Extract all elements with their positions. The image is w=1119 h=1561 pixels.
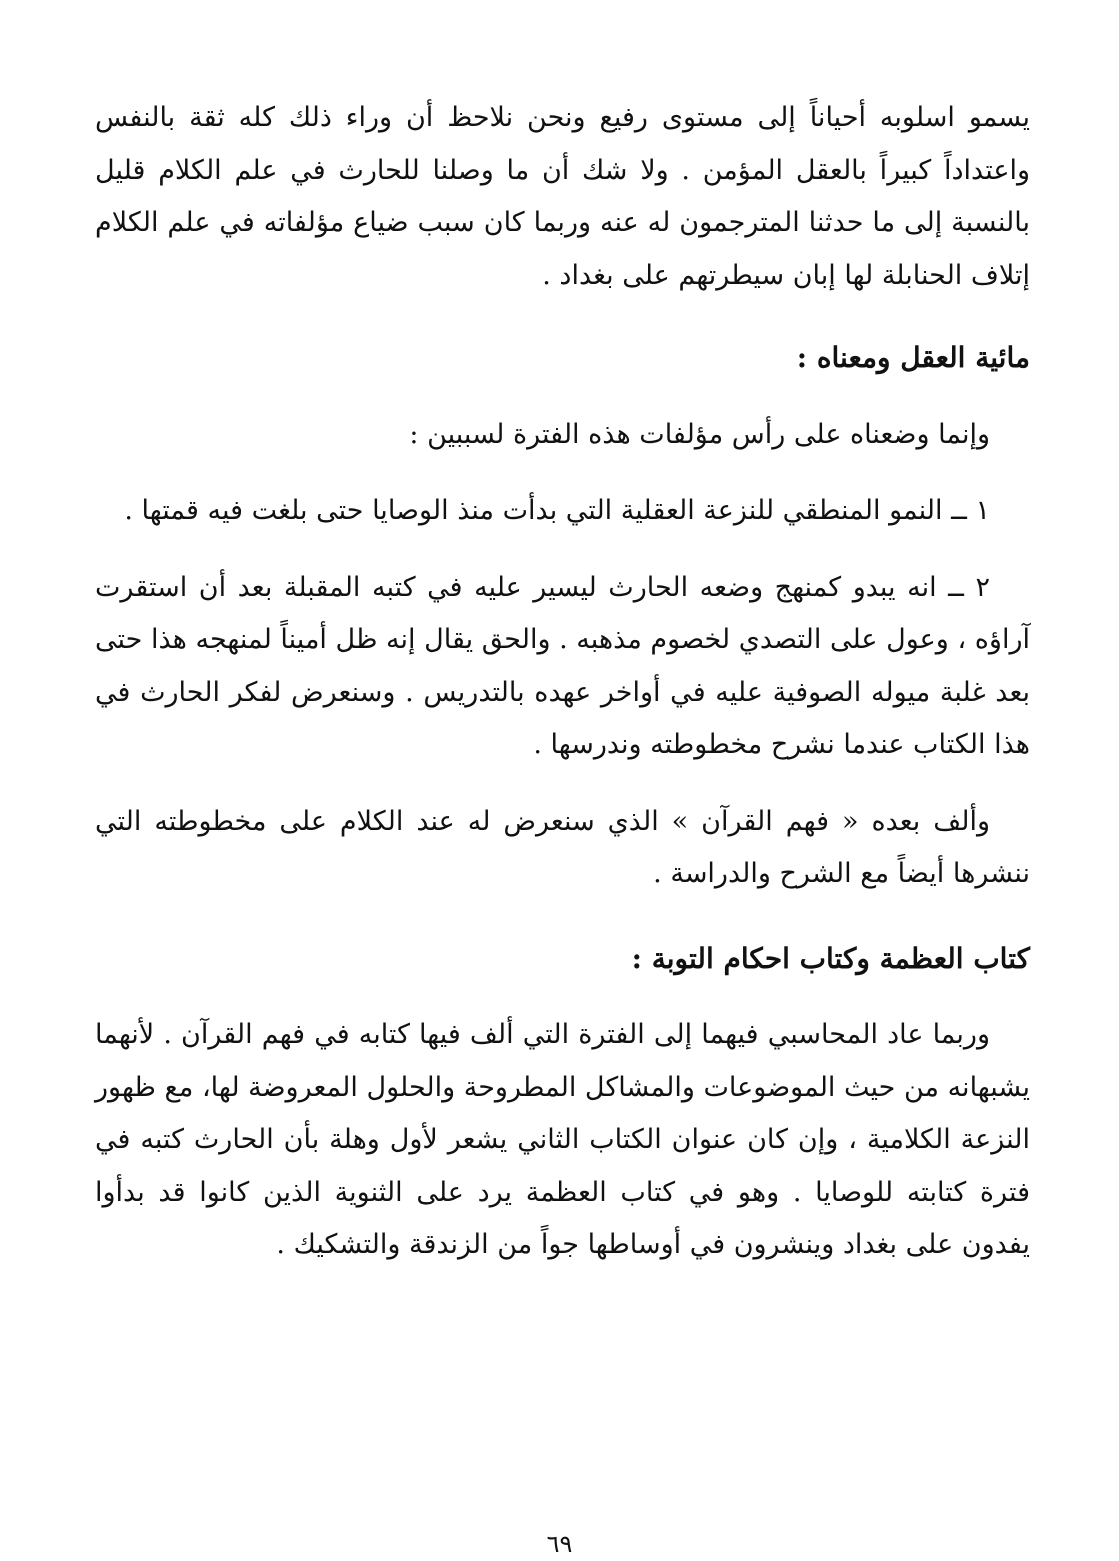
section-heading-mind: مائية العقل ومعناه : <box>796 341 1030 374</box>
page-body <box>95 92 1030 1272</box>
page-number: ٦٩ <box>546 1530 573 1558</box>
paragraph-reason-two: ٢ ــ انه يبدو كمنهج وضعه الحارث ليسير عليه في كتبه المقبلة بعد أن استقرت آراؤه ، وعول على التصدي لخصوم مذهبه . والحق يقال إنه ظل أميناً لمنهجه هذا حتى بعد غلبة ميوله الصوفية عليه في أواخر عهده بالتدريس . وسنعرض لفكر الحارث في هذا الكتاب عندما نشرح مخطوطته وندرسها . <box>95 571 1030 760</box>
paragraph-intro: يسمو اسلوبه أحياناً إلى مستوى رفيع ونحن نلاحظ أن وراء ذلك كله ثقة بالنفس واعتداداً كبيراً بالعقل المؤمن . ولا شك أن ما وصلنا للحارث في علم الكلام قليل بالنسبة إلى ما حدثنا المترجمون له عنه وربما كان سبب ضياع مؤلفاته في علم الكلام إتلاف الحنابلة لها إبان سيطرتهم على بغداد . <box>95 102 1030 291</box>
section-heading-greatness: كتاب العظمة وكتاب احكام التوبة : <box>631 941 1030 975</box>
paragraph-understanding-quran: وألف بعده « فهم القرآن » الذي سنعرض له عند الكلام على مخطوطته التي ننشرها أيضاً مع الشرح والدراسة . <box>95 805 1030 889</box>
paragraph-reason-one: ١ ــ النمو المنطقي للنزعة العقلية التي بدأت منذ الوصايا حتى بلغت فيه قمتها . <box>124 495 990 526</box>
paragraph-greatness-book: وربما عاد المحاسبي فيهما إلى الفترة التي ألف فيها كتابه في فهم القرآن . لأنهما يشبهانه من حيث الموضوعات والمشاكل المطروحة والحلول المعروضة لها، مع ظهور النزعة الكلامية ، وإن كان عنوان الكتاب الثاني يشعر لأول وهلة بأن الحارث كتبه في فترة كتابته للوصايا . وهو في كتاب العظمة يرد على الثنوية الذين كانوا قد بدأوا يفدون على بغداد وينشرون في أوساطها جواً من الزندقة والتشكيك . <box>95 1019 1030 1260</box>
paragraph-two-reasons: وإنما وضعناه على رأس مؤلفات هذه الفترة لسببين : <box>409 418 990 450</box>
